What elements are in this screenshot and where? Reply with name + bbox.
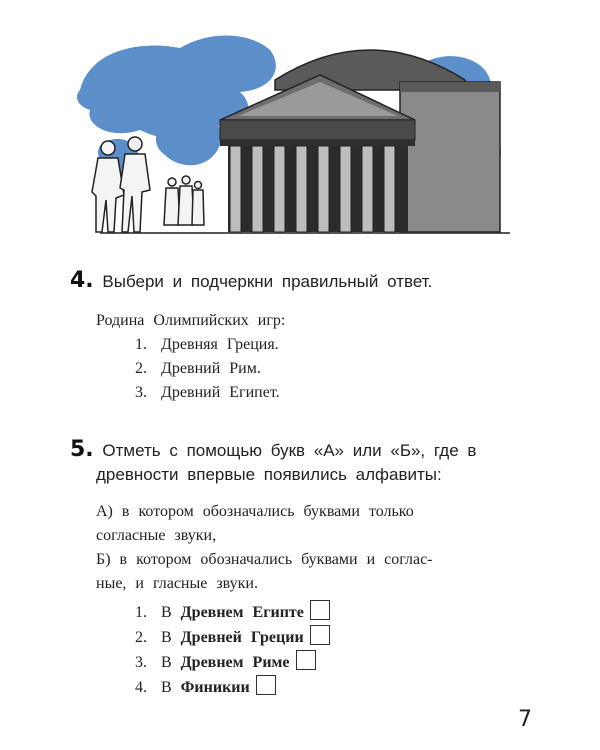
answer-box[interactable] [296,650,316,670]
task-4-instruction: Выбери и подчеркни правильный ответ. [102,272,433,291]
answer-box[interactable] [310,600,330,620]
option-number: 3. [135,384,147,401]
task-5-instruction-text-2: древности впервые появились алфавиты: [96,465,442,484]
task-5-number: 5. [70,437,94,462]
page-number: 7 [518,707,532,732]
task-4-option-3[interactable] [135,384,280,402]
task-4-heading [70,268,530,294]
task-4-number: 4. [70,268,94,293]
option-prefix: В [161,604,172,621]
task-4-option-2[interactable] [135,360,261,378]
option-place: Древнем Египте [180,604,304,621]
option-prefix: В [161,629,172,646]
option-place: Финикии [180,679,250,696]
answer-box[interactable] [256,675,276,695]
task-5-option-3 [135,650,316,672]
task-5-option-4 [135,675,276,697]
rotunda-drum [400,82,500,232]
architrave [220,140,415,146]
task-5-b-line-1: Б) в котором обозначались буквами и соглас- [96,551,433,568]
option-text: Древняя Греция. [161,336,279,353]
option-number: 1. [135,336,147,353]
task-4-question: Родина Олимпийских игр: [96,312,286,329]
option-number: 2. [135,360,147,377]
option-prefix: В [161,654,172,671]
option-number: 1. [135,604,147,621]
rotunda-cornice [400,82,500,92]
option-number: 2. [135,629,147,646]
option-number: 4. [135,679,147,696]
answer-box[interactable] [310,625,330,645]
task-4-option-1[interactable] [135,336,279,354]
task-5-option-1 [135,600,330,622]
task-5-a-line-2: согласные звуки, [96,527,217,544]
task-5-option-2 [135,625,330,647]
option-place: Древнем Риме [180,654,290,671]
option-text: Древний Египет. [161,384,280,401]
entablature [220,120,415,140]
task-5-instruction-line-2 [96,462,556,487]
option-place: Древней Греции [180,629,304,646]
task-5-instruction-line-1: Отметь с помощью букв «А» или «Б», где в [102,441,477,460]
task-5-b-line-2: ные, и гласные звуки. [96,575,258,592]
option-prefix: В [161,679,172,696]
task-5-a-line-1: А) в котором обозначались буквами только [96,503,414,520]
option-number: 3. [135,654,147,671]
pantheon-illustration [70,20,510,245]
task-5-heading [70,437,530,463]
option-text: Древний Рим. [161,360,261,377]
